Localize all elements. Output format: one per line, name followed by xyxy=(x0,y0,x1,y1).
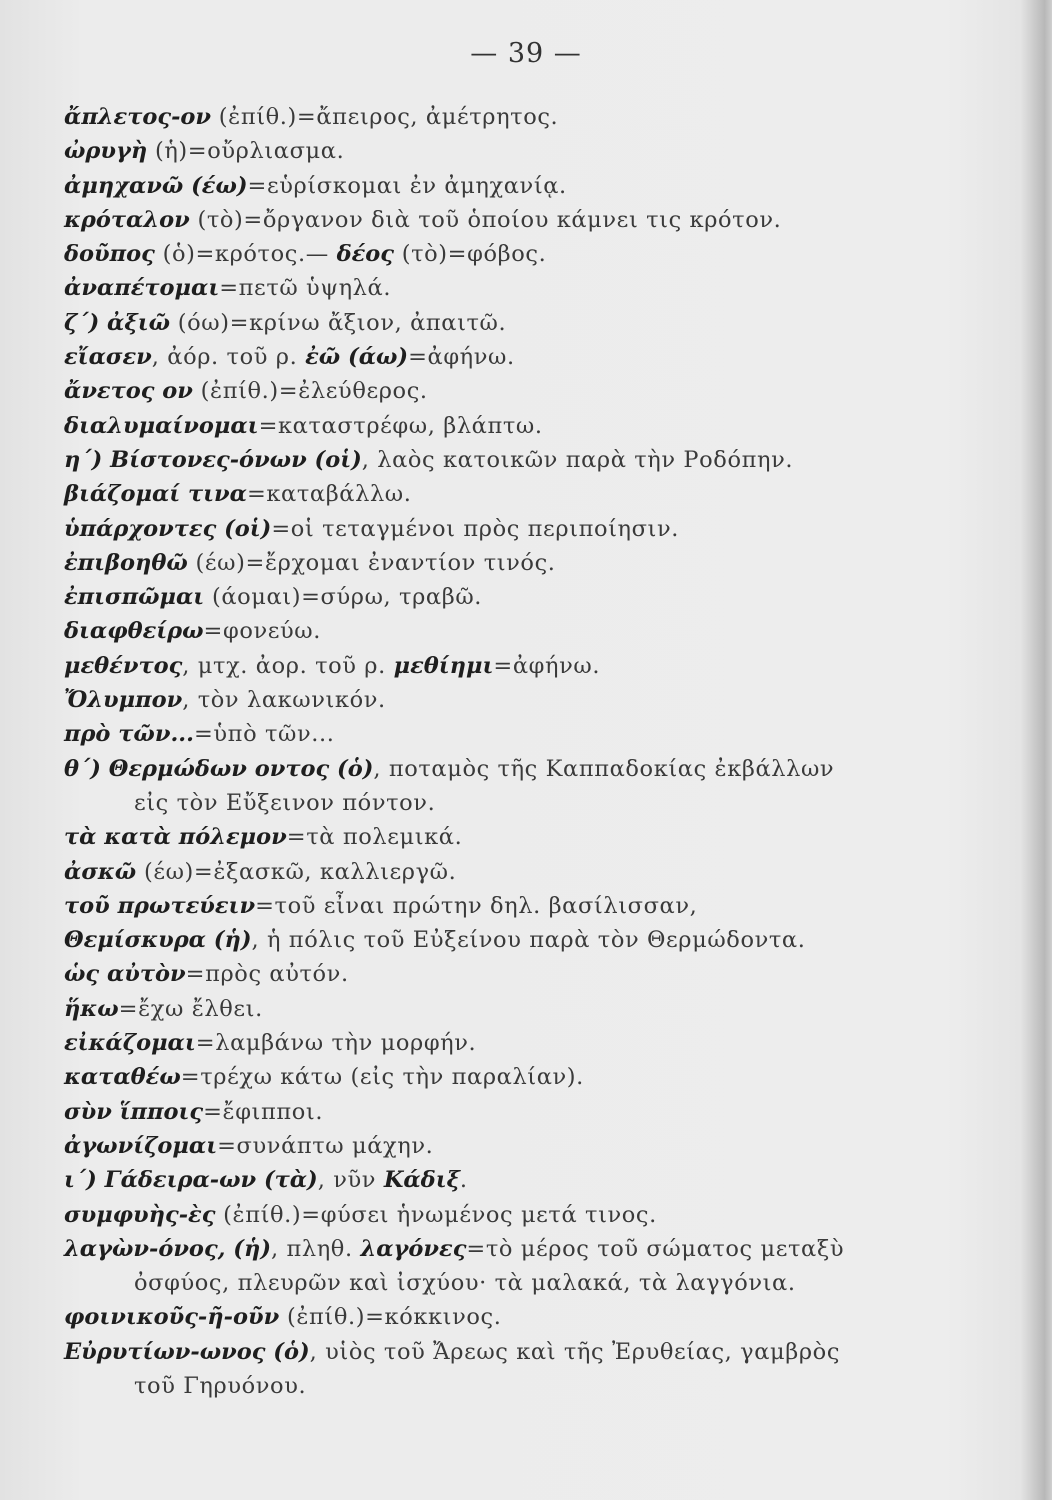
glossary-entry xyxy=(64,1163,994,1197)
definition: (έω)=ἐξασκῶ, καλλιεργῶ. xyxy=(136,858,457,885)
definition-secondary: =ἀφήνω. xyxy=(408,344,515,371)
headword: ι΄) Γάδειρα-ων (τὰ) xyxy=(64,1167,318,1194)
glossary-entry-continuation xyxy=(64,1266,994,1300)
headword: θ΄) Θερμώδων οντος (ὁ) xyxy=(64,755,374,782)
glossary-entry xyxy=(64,717,994,751)
definition: =οἱ τεταγμένοι πρὸς περιποίησιν. xyxy=(271,515,680,542)
definition: =φονεύω. xyxy=(203,618,321,645)
glossary-entry-continuation xyxy=(64,1369,994,1403)
definition: ὀσφύος, πλευρῶν καὶ ἰσχύου· τὰ μαλακά, τὰ λαγγόνια. xyxy=(134,1270,796,1297)
definition: =συνάπτω μάχην. xyxy=(217,1132,434,1159)
headword: εἰκάζομαι xyxy=(64,1030,196,1057)
glossary-entry xyxy=(64,889,994,923)
headword-secondary: ἐῶ (άω) xyxy=(305,344,409,371)
headword: ἥκω xyxy=(64,995,119,1022)
headword: ἐπισπῶμαι xyxy=(64,584,205,611)
glossary-entry-continuation xyxy=(64,786,994,820)
headword: ὡς αὐτὸν xyxy=(64,961,186,988)
glossary-entry xyxy=(64,169,994,203)
headword-secondary: δέος xyxy=(336,241,394,268)
headword: κρόταλον xyxy=(64,206,190,233)
headword: σὺν ἵπποις xyxy=(64,1098,204,1125)
glossary-entry xyxy=(64,546,994,580)
headword: βιάζομαί τινα xyxy=(64,481,247,508)
definition: (άομαι)=σύρω, τραβῶ. xyxy=(204,584,483,611)
headword: ἀμηχανῶ (έω) xyxy=(64,172,248,199)
definition-secondary: =τὸ μέρος τοῦ σώματος μεταξὺ xyxy=(466,1235,845,1262)
headword: εἴασεν xyxy=(64,344,152,371)
glossary-entry xyxy=(64,580,994,614)
headword: η΄) Βίστονες-όνων (οἱ) xyxy=(64,446,362,473)
glossary-entry xyxy=(64,1129,994,1163)
glossary-list xyxy=(64,100,994,1403)
glossary-entry xyxy=(64,340,994,374)
definition: =καταβάλλω. xyxy=(246,481,412,508)
definition-secondary: . xyxy=(459,1167,468,1194)
headword: διαλυμαίνομαι xyxy=(64,412,259,439)
definition: (τὸ)=ὄργανον διὰ τοῦ ὁποίου κάμνει τις κρότον. xyxy=(189,206,782,233)
definition: =ἔφιπποι. xyxy=(203,1098,324,1125)
headword: λαγὼν-όνος, (ἡ) xyxy=(64,1235,271,1262)
definition: (έω)=ἔρχομαι ἐναντίον τινός. xyxy=(187,549,556,576)
glossary-entry xyxy=(64,1026,994,1060)
headword-secondary: λαγόνες xyxy=(360,1235,467,1262)
definition: , ἡ πόλις τοῦ Εὐξείνου παρὰ τὸν Θερμώδοντα. xyxy=(251,927,806,954)
definition: (όω)=κρίνω ἄξιον, ἀπαιτῶ. xyxy=(170,309,507,336)
definition: =τρέχω κάτω (εἰς τὴν παραλίαν). xyxy=(180,1064,584,1091)
headword: συμφυὴς-ὲς xyxy=(64,1201,216,1228)
glossary-entry xyxy=(64,477,994,511)
definition: (ἐπίθ.)=φύσει ἡνωμένος μετά τινος. xyxy=(215,1201,657,1228)
definition: , υἱὸς τοῦ Ἄρεως καὶ τῆς Ἐρυθείας, γαμβρὸς xyxy=(309,1338,841,1365)
glossary-entry xyxy=(64,271,994,305)
glossary-entry xyxy=(64,957,994,991)
glossary-entry xyxy=(64,855,994,889)
definition: , μτχ. ἀορ. τοῦ ρ. xyxy=(182,652,394,679)
headword: πρὸ τῶν... xyxy=(64,721,194,748)
headword: Εὐρυτίων-ωνος (ὁ) xyxy=(64,1338,310,1365)
definition: , νῦν xyxy=(317,1167,384,1194)
glossary-entry xyxy=(64,1335,994,1369)
definition: , ἀόρ. τοῦ ρ. xyxy=(151,344,306,371)
headword: μεθέντος xyxy=(64,652,183,679)
definition: εἰς τὸν Εὔξεινον πόντον. xyxy=(134,789,436,816)
headword: καταθέω xyxy=(64,1064,181,1091)
definition: (ἡ)=οὔρλιασμα. xyxy=(147,138,345,165)
glossary-entry xyxy=(64,649,994,683)
glossary-entry xyxy=(64,134,994,168)
glossary-entry xyxy=(64,306,994,340)
glossary-entry xyxy=(64,374,994,408)
definition: =εὑρίσκομαι ἐν ἀμηχανίᾳ. xyxy=(247,172,567,199)
headword-secondary: μεθίημι xyxy=(393,652,494,679)
headword: διαφθείρω xyxy=(64,618,204,645)
definition: =τοῦ εἶναι πρώτην δηλ. βασίλισσαν, xyxy=(255,892,698,919)
glossary-entry xyxy=(64,1060,994,1094)
headword: δοῦπος xyxy=(64,241,155,268)
headword: ἀναπέτομαι xyxy=(64,275,220,302)
headword: Θεμίσκυρα (ἡ) xyxy=(64,927,252,954)
definition: =ἔχω ἔλθει. xyxy=(118,995,263,1022)
glossary-entry xyxy=(64,1300,994,1334)
definition: =πετῶ ὑψηλά. xyxy=(219,275,392,302)
headword: ὑπάρχοντες (οἱ) xyxy=(64,515,272,542)
glossary-entry xyxy=(64,443,994,477)
glossary-entry xyxy=(64,1095,994,1129)
glossary-entry xyxy=(64,614,994,648)
definition: =καταστρέφω, βλάπτω. xyxy=(258,412,543,439)
glossary-entry xyxy=(64,100,994,134)
glossary-entry xyxy=(64,923,994,957)
glossary-entry xyxy=(64,512,994,546)
definition: (ἐπίθ.)=ἄπειρος, ἀμέτρητος. xyxy=(211,104,559,130)
definition: (ὁ)=κρότος.— xyxy=(154,241,337,268)
definition: =λαμβάνω τὴν μορφήν. xyxy=(195,1030,477,1057)
headword: τοῦ πρωτεύειν xyxy=(64,892,256,919)
headword: ἀγωνίζομαι xyxy=(64,1132,218,1159)
definition: , τὸν λακωνικόν. xyxy=(182,687,386,714)
headword: ἄπλετος-ον xyxy=(64,104,212,130)
glossary-entry xyxy=(64,203,994,237)
headword: ἀσκῶ xyxy=(64,858,137,885)
definition-secondary: =ἀφήνω. xyxy=(493,652,601,679)
page-number: — 39 — xyxy=(470,38,582,69)
headword-secondary: Κάδιξ xyxy=(383,1167,460,1194)
glossary-entry xyxy=(64,1198,994,1232)
definition: , λαὸς κατοικῶν παρὰ τὴν Ροδόπην. xyxy=(361,446,794,473)
definition: (ἐπίθ.)=ἐλεύθερος. xyxy=(192,378,428,405)
definition: =πρὸς αὐτόν. xyxy=(185,961,349,988)
definition: , ποταμὸς τῆς Καππαδοκίας ἐκβάλλων xyxy=(373,755,835,782)
headword: τὰ κατὰ πόλεμον xyxy=(64,824,287,851)
definition-secondary: (τὸ)=φόβος. xyxy=(393,241,547,268)
glossary-entry xyxy=(64,752,994,786)
headword: ὠρυγὴ xyxy=(64,138,148,165)
glossary-entry xyxy=(64,820,994,854)
headword: Ὄλυμπον xyxy=(64,687,183,714)
headword: ἐπιβοηθῶ xyxy=(64,549,188,576)
definition: , πληθ. xyxy=(270,1235,361,1262)
glossary-entry xyxy=(64,237,994,271)
headword: φοινικοῦς-ῆ-οῦν xyxy=(64,1304,280,1331)
glossary-entry xyxy=(64,409,994,443)
definition: τοῦ Γηρυόνου. xyxy=(134,1372,307,1399)
definition: =τὰ πολεμικά. xyxy=(286,824,463,851)
definition: (ἐπίθ.)=κόκκινος. xyxy=(279,1304,502,1331)
glossary-entry xyxy=(64,1232,994,1266)
headword: ζ΄) ἀξιῶ xyxy=(64,309,171,336)
definition: =ὑπὸ τῶν... xyxy=(193,721,335,748)
glossary-entry xyxy=(64,992,994,1026)
headword: ἄνετος ον xyxy=(64,378,193,405)
glossary-entry xyxy=(64,683,994,717)
